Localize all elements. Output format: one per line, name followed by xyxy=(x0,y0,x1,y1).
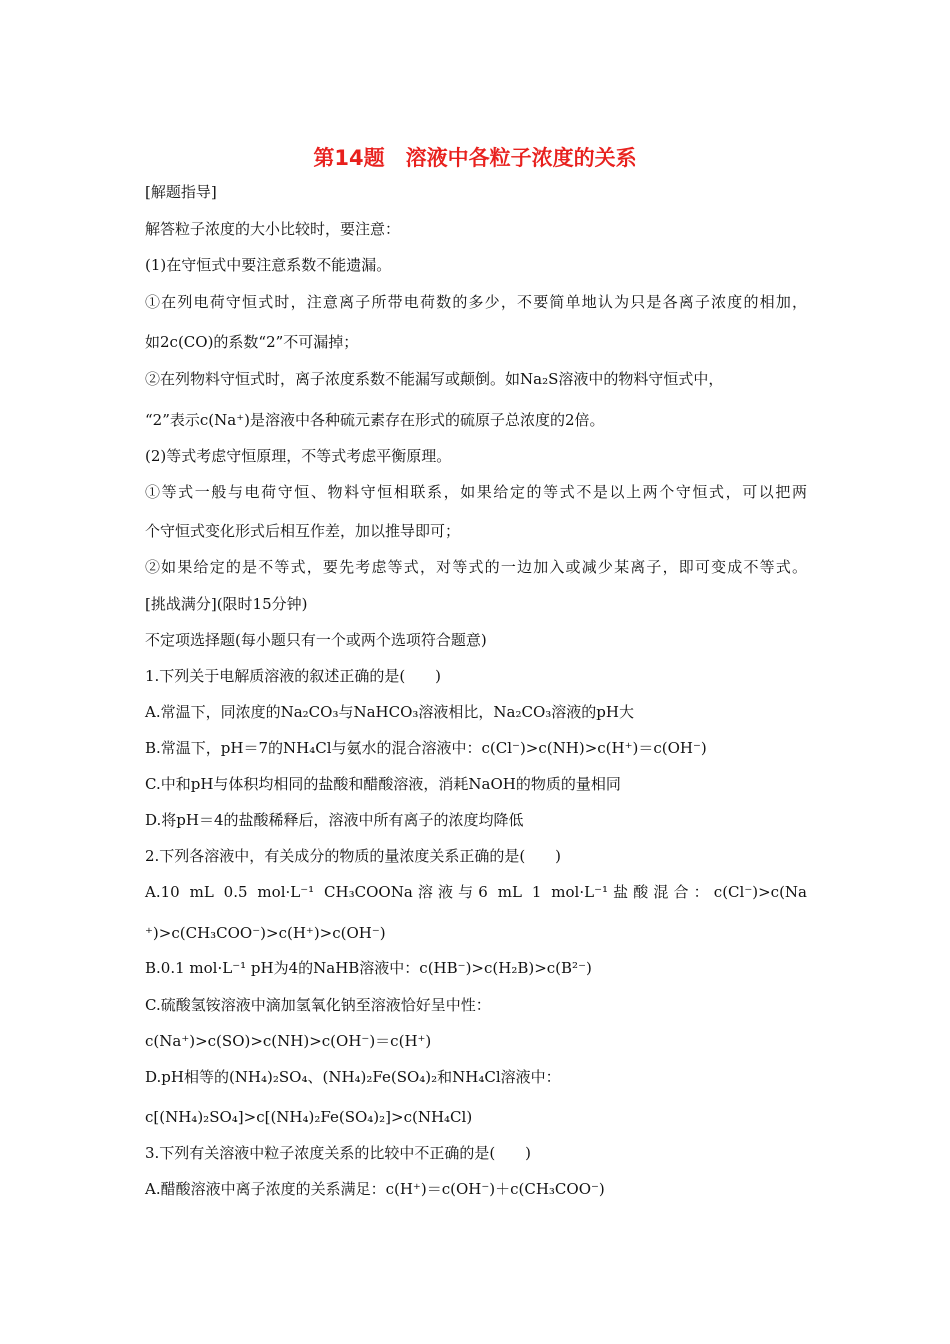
text-line: “2”表示c(Na⁺)是溶液中各种硫元素存在形式的硫原子总浓度的2倍。 xyxy=(145,411,605,429)
text-line: (1)在守恒式中要注意系数不能遗漏。 xyxy=(145,256,392,274)
option-2d: D.pH相等的(NH₄)₂SO₄、(NH₄)₂Fe(SO₄)₂和NH₄Cl溶液中： xyxy=(145,1068,561,1086)
option-3a: A.醋酸溶液中离子浓度的关系满足：c(H⁺)＝c(OH⁻)＋c(CH₃COO⁻) xyxy=(145,1180,605,1198)
page-title: 第14题 溶液中各粒子浓度的关系 xyxy=(313,146,637,170)
option-2c-formula: c(Na⁺)>c(SO)>c(NH)>c(OH⁻)＝c(H⁺) xyxy=(145,1032,432,1050)
text-line: 如2c(CO)的系数“2”不可漏掉； xyxy=(145,333,359,351)
text-line: 个守恒式变化形式后相互作差，加以推导即可； xyxy=(145,522,461,540)
section-heading-challenge: [挑战满分](限时15分钟) xyxy=(145,595,308,613)
question-2: 2.下列各溶液中，有关成分的物质的量浓度关系正确的是( ) xyxy=(145,847,562,865)
option-2c: C.硫酸氢铵溶液中滴加氢氧化钠至溶液恰好呈中性： xyxy=(145,996,491,1014)
option-2d-formula: c[(NH₄)₂SO₄]>c[(NH₄)₂Fe(SO₄)₂]>c(NH₄Cl) xyxy=(145,1108,473,1126)
text-line: ①在列电荷守恒式时，注意离子所带电荷数的多少，不要简单地认为只是各离子浓度的相加， xyxy=(145,293,807,311)
option-1a: A.常温下，同浓度的Na₂CO₃与NaHCO₃溶液相比，Na₂CO₃溶液的pH大 xyxy=(145,703,634,721)
option-2a-continued: ⁺)>c(CH₃COO⁻)>c(H⁺)>c(OH⁻) xyxy=(145,924,386,942)
text-line: 不定项选择题(每小题只有一个或两个选项符合题意) xyxy=(145,631,487,649)
question-1: 1.下列关于电解质溶液的叙述正确的是( ) xyxy=(145,667,442,685)
text-line: 解答粒子浓度的大小比较时，要注意： xyxy=(145,220,401,238)
text-line: ②在列物料守恒式时，离子浓度系数不能漏写或颠倒。如Na₂S溶液中的物料守恒式中， xyxy=(145,370,724,388)
text-line: (2)等式考虑守恒原理，不等式考虑平衡原理。 xyxy=(145,447,452,465)
option-2a: A.10 mL 0.5 mol·L⁻¹ CH₃COONa溶液与6 mL 1 mol·L⁻¹盐酸混合：c(Cl⁻)>c(Na xyxy=(145,883,807,901)
option-2b: B.0.1 mol·L⁻¹ pH为4的NaHB溶液中：c(HB⁻)>c(H₂B)>c(B²⁻) xyxy=(145,959,592,977)
text-line: ①等式一般与电荷守恒、物料守恒相联系，如果给定的等式不是以上两个守恒式，可以把两 xyxy=(145,483,807,501)
section-heading-guidance: [解题指导] xyxy=(145,183,217,201)
text-line: ②如果给定的是不等式，要先考虑等式，对等式的一边加入或减少某离子，即可变成不等式。 xyxy=(145,558,807,576)
option-1d: D.将pH＝4的盐酸稀释后，溶液中所有离子的浓度均降低 xyxy=(145,811,524,829)
option-1b: B.常温下，pH＝7的NH₄Cl与氨水的混合溶液中：c(Cl⁻)>c(NH)>c(H⁺)＝c(OH⁻) xyxy=(145,739,707,757)
question-3: 3.下列有关溶液中粒子浓度关系的比较中不正确的是( ) xyxy=(145,1144,532,1162)
option-1c: C.中和pH与体积均相同的盐酸和醋酸溶液，消耗NaOH的物质的量相同 xyxy=(145,775,621,793)
